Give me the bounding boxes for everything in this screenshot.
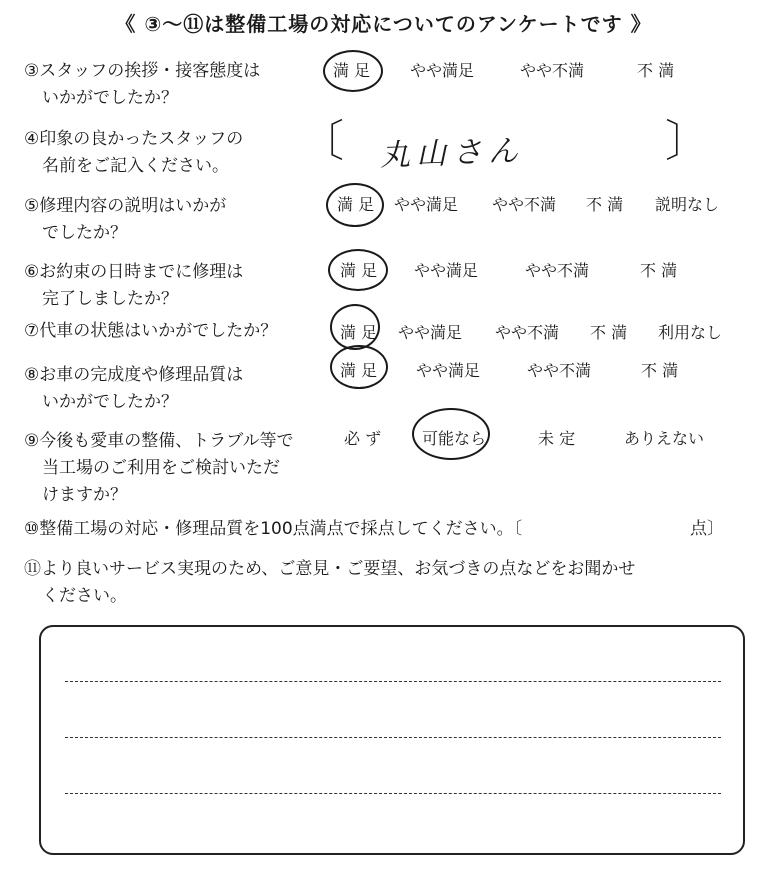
- q5-option-somewhat-dissatisfied[interactable]: やや不満: [492, 195, 557, 214]
- question-6-line2: 完了しましたか？: [42, 289, 178, 309]
- staff-name-answer[interactable]: 丸山さん: [379, 133, 525, 174]
- comment-box[interactable]: [39, 625, 745, 855]
- q6-option-somewhat-satisfied[interactable]: やや満足: [414, 261, 479, 280]
- question-5-line1: ⑤修理内容の説明はいかが: [24, 196, 227, 216]
- q8-option-satisfied[interactable]: 満 足: [340, 361, 378, 380]
- q6-option-dissatisfied[interactable]: 不 満: [640, 261, 678, 280]
- question-10: [24, 516, 522, 543]
- question-4: [24, 126, 243, 180]
- score-suffix: 点〕: [690, 519, 724, 539]
- comment-line: [65, 737, 721, 738]
- question-5: [24, 193, 226, 247]
- question-4-line2: 名前をご記入ください。: [42, 156, 229, 176]
- q7-option-dissatisfied[interactable]: 不 満: [590, 323, 628, 342]
- question-8: [24, 362, 243, 416]
- bracket-close: 〕: [665, 116, 709, 167]
- q7-option-satisfied[interactable]: 満 足: [340, 323, 378, 342]
- q5-option-satisfied[interactable]: 満 足: [337, 195, 375, 214]
- q7-option-somewhat-satisfied[interactable]: やや満足: [398, 323, 463, 342]
- q7-option-somewhat-dissatisfied[interactable]: やや不満: [495, 323, 560, 342]
- question-10-text: ⑩整備工場の対応・修理品質を100点満点で採点してください。〔: [24, 519, 523, 539]
- q8-option-somewhat-satisfied[interactable]: やや満足: [416, 361, 481, 380]
- q9-option-if-possible[interactable]: 可能なら: [422, 429, 487, 448]
- q8-option-dissatisfied[interactable]: 不 満: [641, 361, 679, 380]
- question-7: [24, 318, 277, 345]
- q5-option-dissatisfied[interactable]: 不 満: [586, 195, 624, 214]
- comment-line: [65, 681, 721, 682]
- q9-option-definitely[interactable]: 必 ず: [344, 429, 382, 448]
- q9-option-undecided[interactable]: 未 定: [538, 429, 576, 448]
- q3-option-dissatisfied[interactable]: 不 満: [637, 61, 675, 80]
- question-11-line2: ください。: [42, 586, 127, 606]
- q7-option-not-used[interactable]: 利用なし: [658, 323, 723, 342]
- bracket-open: 〔: [300, 116, 344, 167]
- q9-option-unlikely[interactable]: ありえない: [624, 429, 705, 448]
- question-6: [24, 259, 243, 313]
- question-3-line1: ③スタッフの挨拶・接客態度は: [24, 61, 261, 81]
- q3-option-satisfied[interactable]: 満 足: [333, 61, 371, 80]
- question-4-line1: ④印象の良かったスタッフの: [24, 129, 244, 149]
- survey-title: 《 ③～⑪は整備工場の対応についてのアンケートです 》: [115, 12, 652, 36]
- question-7-line1: ⑦代車の状態はいかがでしたか？: [24, 321, 278, 341]
- question-9: [24, 428, 294, 509]
- q6-option-satisfied[interactable]: 満 足: [340, 261, 378, 280]
- q5-option-no-explanation[interactable]: 説明なし: [655, 195, 720, 214]
- q5-option-somewhat-satisfied[interactable]: やや満足: [394, 195, 459, 214]
- question-9-line3: けますか？: [42, 485, 127, 505]
- question-3-line2: いかがでしたか？: [42, 88, 178, 108]
- question-9-line2: 当工場のご利用をご検討いただ: [42, 458, 280, 478]
- q3-option-somewhat-dissatisfied[interactable]: やや不満: [520, 61, 585, 80]
- question-3: [24, 58, 260, 112]
- q3-option-somewhat-satisfied[interactable]: やや満足: [410, 61, 475, 80]
- question-9-line1: ⑨今後も愛車の整備、トラブル等で: [24, 431, 294, 451]
- question-5-line2: でしたか？: [42, 223, 127, 243]
- question-11: [24, 556, 635, 610]
- question-8-line1: ⑧お車の完成度や修理品質は: [24, 365, 244, 385]
- q8-option-somewhat-dissatisfied[interactable]: やや不満: [527, 361, 592, 380]
- question-6-line1: ⑥お約束の日時までに修理は: [24, 262, 244, 282]
- question-11-line1: ⑪より良いサービス実現のため、ご意見・ご要望、お気づきの点などをお聞かせ: [24, 559, 636, 579]
- comment-line: [65, 793, 721, 794]
- q6-option-somewhat-dissatisfied[interactable]: やや不満: [525, 261, 590, 280]
- question-8-line2: いかがでしたか？: [42, 392, 178, 412]
